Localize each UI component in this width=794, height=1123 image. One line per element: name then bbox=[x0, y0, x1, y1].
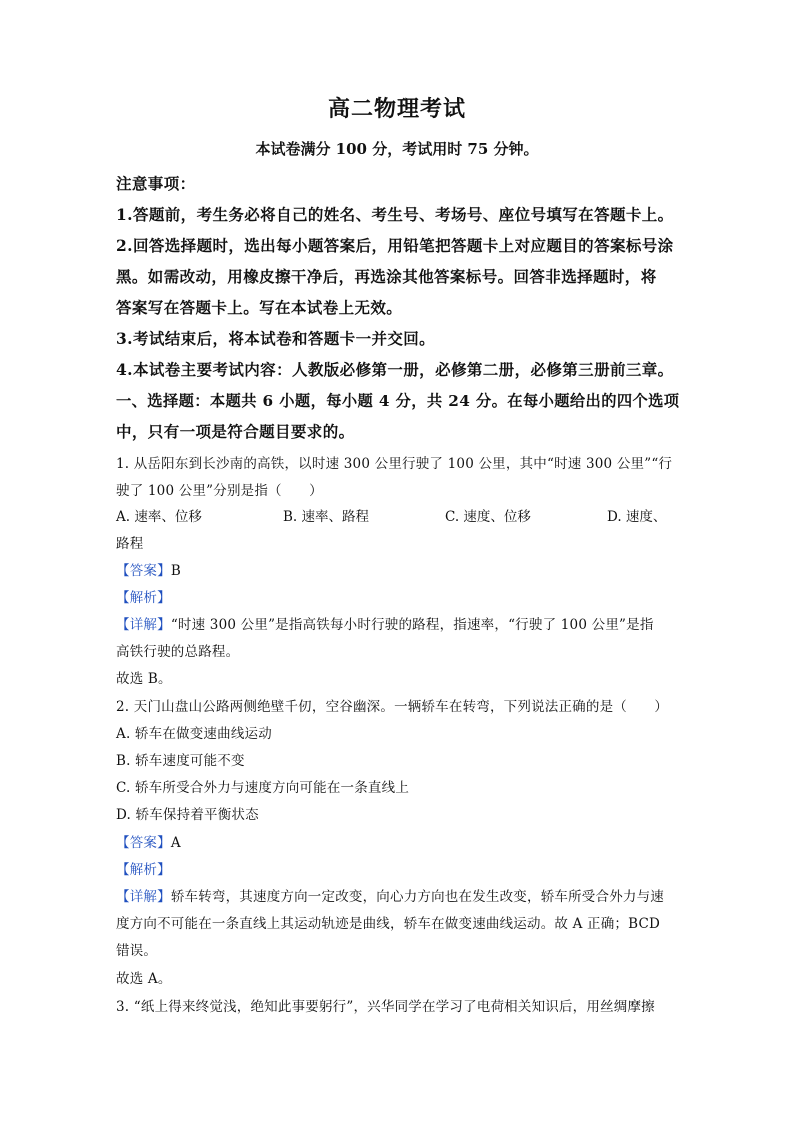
q2-stem: 2. 天门山盘山公路两侧绝壁千仞，空谷幽深。一辆轿车在转弯，下列说法正确的是（ ） bbox=[116, 699, 669, 715]
q2-conclusion: 故选 A。 bbox=[116, 971, 172, 987]
q1-stem-line-1: 1. 从岳阳东到长沙南的高铁，以时速 300 公里行驶了 100 公里，其中“时速 300 公里”“行 bbox=[116, 456, 673, 472]
q2-option-b: B. 轿车速度可能不变 bbox=[116, 753, 245, 769]
q2-detail-line-3: 错误。 bbox=[116, 943, 158, 959]
notice-item-3: 3.考试结束后，将本试卷和答题卡一并交回。 bbox=[116, 329, 436, 348]
q2-answer-value: A bbox=[170, 835, 181, 851]
q2-option-c: C. 轿车所受合外力与速度方向可能在一条直线上 bbox=[116, 780, 410, 796]
page-title: 高二物理考试 bbox=[327, 96, 466, 122]
answer-label: 【答案】 bbox=[116, 563, 171, 579]
q1-option-c: C. 速度、位移 bbox=[445, 509, 531, 525]
notice-heading: 注意事项： bbox=[116, 174, 196, 193]
q1-answer bbox=[116, 559, 682, 579]
q2-analysis-label: 【解析】 bbox=[116, 862, 171, 878]
notice-item-1: 1.答题前，考生务必将自己的姓名、考生号、考场号、座位号填写在答题卡上。 bbox=[116, 205, 674, 224]
q2-detail-text-1: 轿车转弯，其速度方向一定改变，向心力方向也在发生改变，轿车所受合外力与速 bbox=[170, 889, 665, 905]
q1-analysis-label: 【解析】 bbox=[116, 590, 171, 606]
q1-conclusion: 故选 B。 bbox=[116, 671, 172, 687]
q3-stem-line-1: 3. “纸上得来终觉浅，绝知此事要躬行”，兴华同学在学习了电荷相关知识后，用丝绸摩擦 bbox=[116, 999, 655, 1015]
answer-label: 【答案】 bbox=[116, 835, 171, 851]
q2-detail-line-2: 度方向不可能在一条直线上其运动轨迹是曲线，轿车在做变速曲线运动。故 A 正确；BCD bbox=[116, 916, 661, 932]
q1-option-d: D. 速度、 bbox=[607, 509, 667, 525]
detail-label: 【详解】 bbox=[116, 889, 171, 905]
notice-item-2-line-3: 答案写在答题卡上。写在本试卷上无效。 bbox=[116, 298, 403, 317]
q1-stem-line-2: 驶了 100 公里”分别是指（ ） bbox=[116, 483, 323, 499]
notice-item-2-line-1: 2.回答选择题时，选出每小题答案后，用铅笔把答题卡上对应题目的答案标号涂 bbox=[116, 236, 674, 255]
notice-item-2-line-2: 黑。如需改动，用橡皮擦干净后，再选涂其他答案标号。回答非选择题时，将 bbox=[116, 267, 657, 286]
q1-answer-value: B bbox=[170, 563, 181, 579]
q1-detail-line-2: 高铁行驶的总路程。 bbox=[116, 644, 240, 660]
q1-detail-text-1: “时速 300 公里”是指高铁每小时行驶的路程，指速率，“行驶了 100 公里”是指 bbox=[170, 617, 654, 633]
section-heading-line-1: 一、选择题：本题共 6 小题，每小题 4 分，共 24 分。在每小题给出的四个选项 bbox=[116, 392, 680, 410]
q2-option-a: A. 轿车在做变速曲线运动 bbox=[116, 726, 272, 742]
section-heading-line-2: 中，只有一项是符合题目要求的。 bbox=[116, 422, 355, 441]
q1-detail-line-1 bbox=[116, 613, 682, 633]
q2-answer bbox=[116, 831, 682, 851]
exam-info: 本试卷满分 100 分，考试用时 75 分钟。 bbox=[255, 140, 539, 158]
detail-label: 【详解】 bbox=[116, 617, 171, 633]
notice-item-4: 4.本试卷主要考试内容：人教版必修第一册，必修第二册，必修第三册前三章。 bbox=[116, 360, 674, 379]
q2-detail-line-1 bbox=[116, 885, 682, 905]
q1-option-d-continued: 路程 bbox=[116, 536, 144, 552]
q1-option-a: A. 速率、位移 bbox=[116, 509, 202, 525]
q1-option-b: B. 速率、路程 bbox=[283, 509, 370, 525]
q2-option-d: D. 轿车保持着平衡状态 bbox=[116, 807, 259, 823]
